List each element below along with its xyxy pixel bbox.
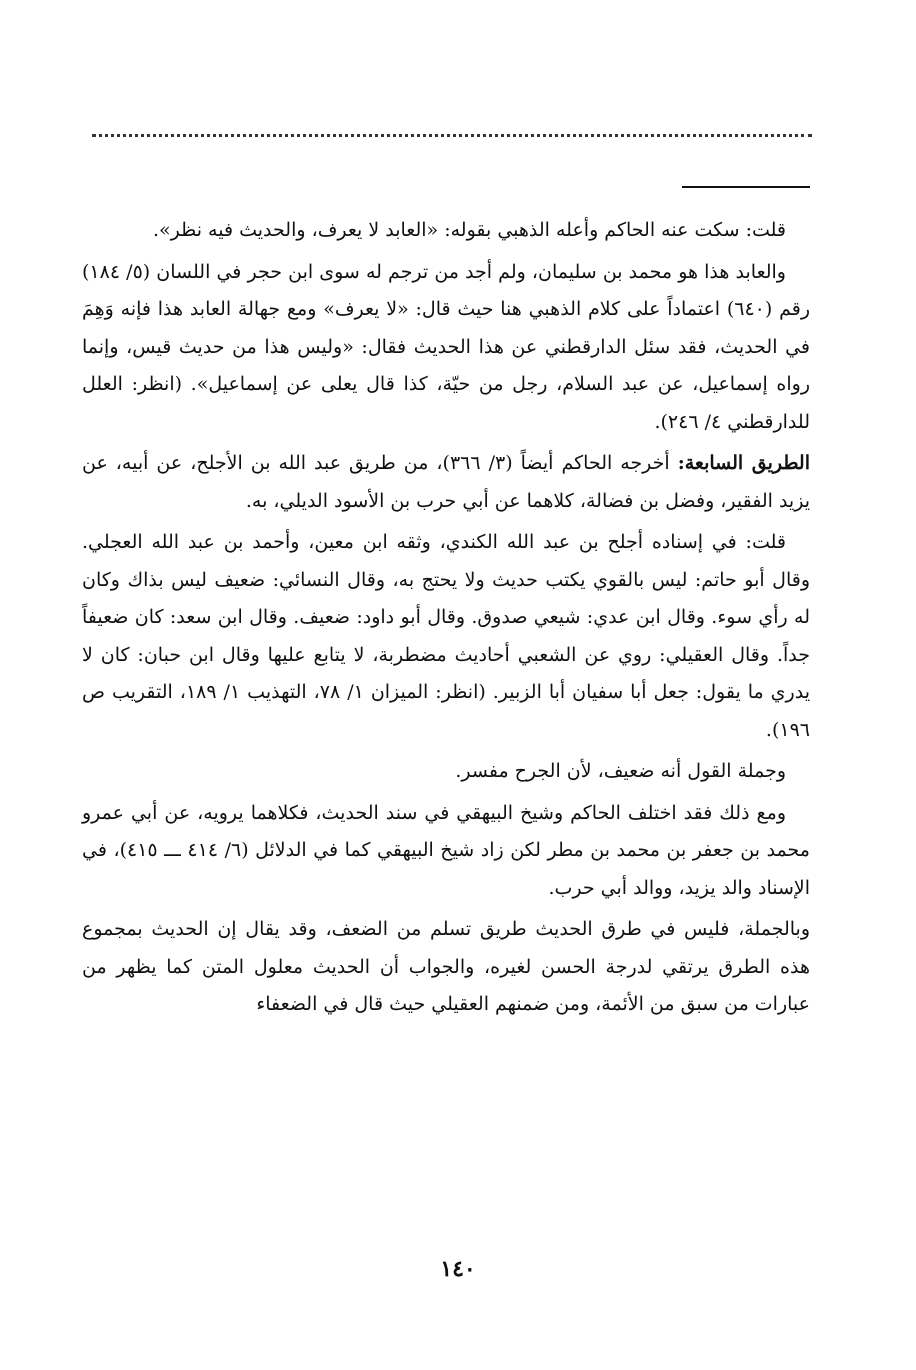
paragraph-2 [82, 254, 810, 442]
paragraph-text: ومع ذلك فقد اختلف الحاكم وشيخ البيهقي في سند الحديث، فكلاهما يرويه، عن أبي عمرو محمد بن جعفر بن محمد بن مطر لكن زاد شيخ البيهقي كما في الدلائل (٦/ ٤١٤ ـــ ٤١٥)، في الإسناد والد يزيد، ووالد أبي حرب. [82, 801, 810, 899]
paragraph-text: قلت: في إسناده أجلح بن عبد الله الكندي، وثقه ابن معين، وأحمد بن عبد الله العجلي. وقال أبو حاتم: ليس بالقوي يكتب حديث ولا يحتج به، وقال النسائي: ضعيف ليس بذاك وكان له رأي سوء. وقال ابن عدي: شيعي صدوق. وقال أبو داود: ضعيف. وقال ابن سعد: كان ضعيفاً جداً. وقال العقيلي: روي عن الشعبي أحاديث مضطربة، لا يتابع عليها وقال ابن حبان: كان لا يدري ما يقول: جعل أبا سفيان أبا الزبير. (انظر: الميزان ١/ ٧٨، التهذيب ١/ ١٨٩، التقريب ص ١٩٦). [82, 531, 810, 741]
paragraph-5 [82, 753, 810, 791]
paragraph-4 [82, 524, 810, 749]
paragraph-text: وبالجملة، فليس في طرق الحديث طريق تسلم من الضعف، وقد يقال إن الحديث بمجموع هذه الطرق يرتقي لدرجة الحسن لغيره، والجواب أن الحديث معلول المتن كما يظهر من عبارات من سبق من الأئمة، ومن ضمنهم العقيلي حيث قال في الضعفاء [82, 918, 811, 1015]
paragraph-7 [82, 911, 810, 1024]
paragraph-lead: الطريق السابعة: [677, 452, 811, 474]
footnote-rule [682, 186, 810, 188]
paragraph-3 [82, 445, 810, 520]
dotted-separator [92, 120, 812, 137]
paragraph-6 [82, 795, 810, 908]
page-body [82, 212, 810, 1028]
paragraph-text: أخرجه الحاكم أيضاً (٣/ ٣٦٦)، من طريق عبد الله بن الأجلح، عن أبيه، عن يزيد الفقير، وفضل بن فضالة، كلاهما عن أبي حرب بن الأسود الديلي، به. [82, 452, 810, 512]
paragraph-text: والعابد هذا هو محمد بن سليمان، ولم أجد من ترجم له سوى ابن حجر في اللسان (٥/ ١٨٤) رقم (٦٤٠) اعتماداً على كلام الذهبي هنا حيث قال: «لا يعرف» ومع جهالة العابد هذا فإنه وَهِمَ في الحديث، فقد سئل الدارقطني عن هذا الحديث فقال: «وليس هذا من حديث قيس، وإنما رواه إسماعيل، عن عبد السلام، رجل من حيّة، كذا قال يعلى عن إسماعيل». (انظر: العلل للدارقطني ٤/ ٢٤٦). [82, 260, 810, 433]
paragraph-text: قلت: سكت عنه الحاكم وأعله الذهبي بقوله: «العابد لا يعرف، والحديث فيه نظر». [153, 219, 786, 241]
page-number: ١٤٠ [440, 1256, 476, 1282]
paragraph-1 [82, 212, 810, 250]
paragraph-text: وجملة القول أنه ضعيف، لأن الجرح مفسر. [455, 760, 786, 782]
